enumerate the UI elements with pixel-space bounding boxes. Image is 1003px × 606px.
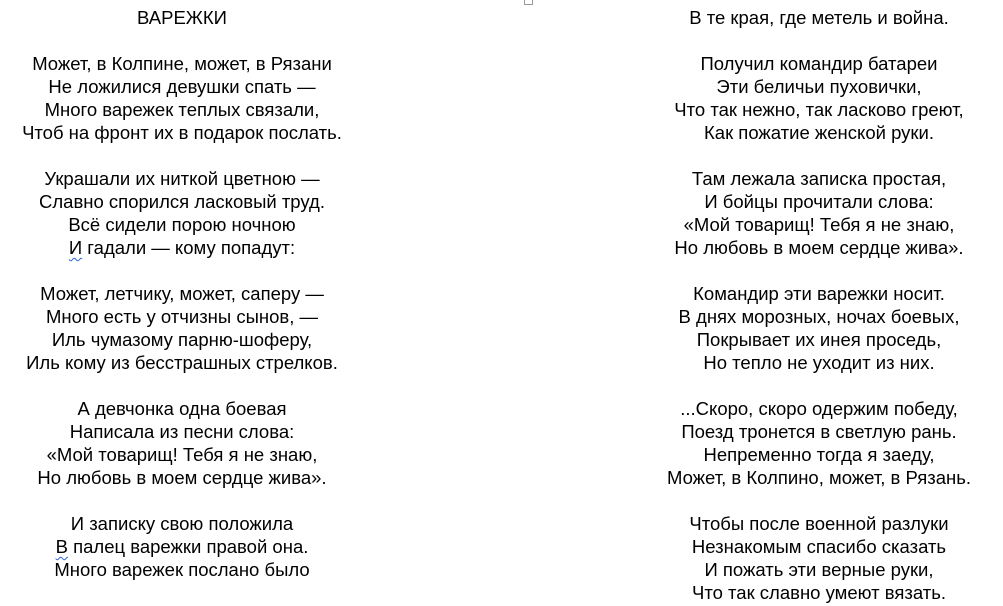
poem-line: Не ложилися девушки спать — (48, 76, 316, 97)
poem-line: «Мой товарищ! Тебя я не знаю, (683, 214, 955, 235)
stanza-gap (633, 144, 1003, 167)
poem-line: Много варежек послано было (54, 559, 310, 580)
poem-line: Что так славно умеют вязать. (691, 582, 946, 603)
poem-line: Написала из песни слова: (69, 421, 295, 442)
poem-line: Чтоб на фронт их в подарок послать. (22, 122, 342, 143)
stanza-gap (633, 259, 1003, 282)
poem-line: Много варежек теплых связали, (44, 99, 320, 120)
poem-left-column (0, 6, 364, 581)
poem-title: ВАРЕЖКИ (137, 7, 227, 28)
poem-line: Незнакомым спасибо сказать (691, 536, 947, 557)
poem-line: Но любовь в моем сердце жива». (37, 467, 327, 488)
poem-line: Может, летчику, может, саперу — (40, 283, 324, 304)
poem-line: Но любовь в моем сердце жива». (674, 237, 964, 258)
poem-line: Поезд тронется в светлую рань. (681, 421, 957, 442)
stanza-gap (0, 489, 364, 512)
stanza-gap (0, 259, 364, 282)
poem-line: Как пожатие женской руки. (704, 122, 934, 143)
poem-line (0, 236, 364, 259)
poem-line: И пожать эти верные руки, (704, 559, 934, 580)
poem-line: «Мой товарищ! Тебя я не знаю, (46, 444, 318, 465)
poem-line: Там лежала записка простая, (691, 168, 947, 189)
stanza-gap (0, 144, 364, 167)
poem-line: И записку свою положила (70, 513, 294, 534)
spellcheck-squiggle: И (68, 237, 83, 258)
stanza-gap (0, 29, 364, 52)
poem-line: Много есть у отчизны сынов, — (46, 306, 318, 327)
poem-line: Чтобы после военной разлуки (689, 513, 949, 534)
poem-line: Эти беличьи пуховички, (716, 76, 922, 97)
poem-line (0, 535, 364, 558)
poem-line: Всё сидели порою ночною (68, 214, 296, 235)
poem-line-text: палец варежки правой она. (67, 536, 309, 557)
stanza-gap (633, 29, 1003, 52)
poem-right-column (633, 6, 1003, 604)
poem-line: А девчонка одна боевая (77, 398, 287, 419)
stanza-gap (0, 374, 364, 397)
poem-line: Иль кому из бесстрашных стрелков. (26, 352, 338, 373)
poem-line: В днях морозных, ночах боевых, (678, 306, 960, 327)
poem-line: Покрывает их инея проседь, (696, 329, 942, 350)
poem-line: Но тепло не уходит из них. (703, 352, 935, 373)
poem-line: Командир эти варежки носит. (693, 283, 945, 304)
poem-line: Иль чумазому парню-шоферу, (51, 329, 313, 350)
stanza-gap (633, 374, 1003, 397)
poem-line: Может, в Колпине, может, в Рязани (32, 53, 332, 74)
poem-line: Что так нежно, так ласково греют, (674, 99, 964, 120)
poem-line-text: гадали — кому попадут: (82, 237, 296, 258)
page-boundary-marker (524, 0, 533, 5)
poem-line: Непременно тогда я заеду, (703, 444, 935, 465)
spellcheck-squiggle: В (55, 536, 68, 557)
poem-line: И бойцы прочитали слова: (704, 191, 934, 212)
poem-line: Украшали их ниткой цветною — (44, 168, 320, 189)
stanza-gap (633, 489, 1003, 512)
poem-line: Может, в Колпино, может, в Рязань. (666, 467, 972, 488)
poem-line: Славно спорился ласковый труд. (39, 191, 325, 212)
poem-line: ...Скоро, скоро одержим победу, (680, 398, 958, 419)
poem-line: В те края, где метель и война. (689, 7, 949, 28)
poem-line: Получил командир батареи (700, 53, 938, 74)
